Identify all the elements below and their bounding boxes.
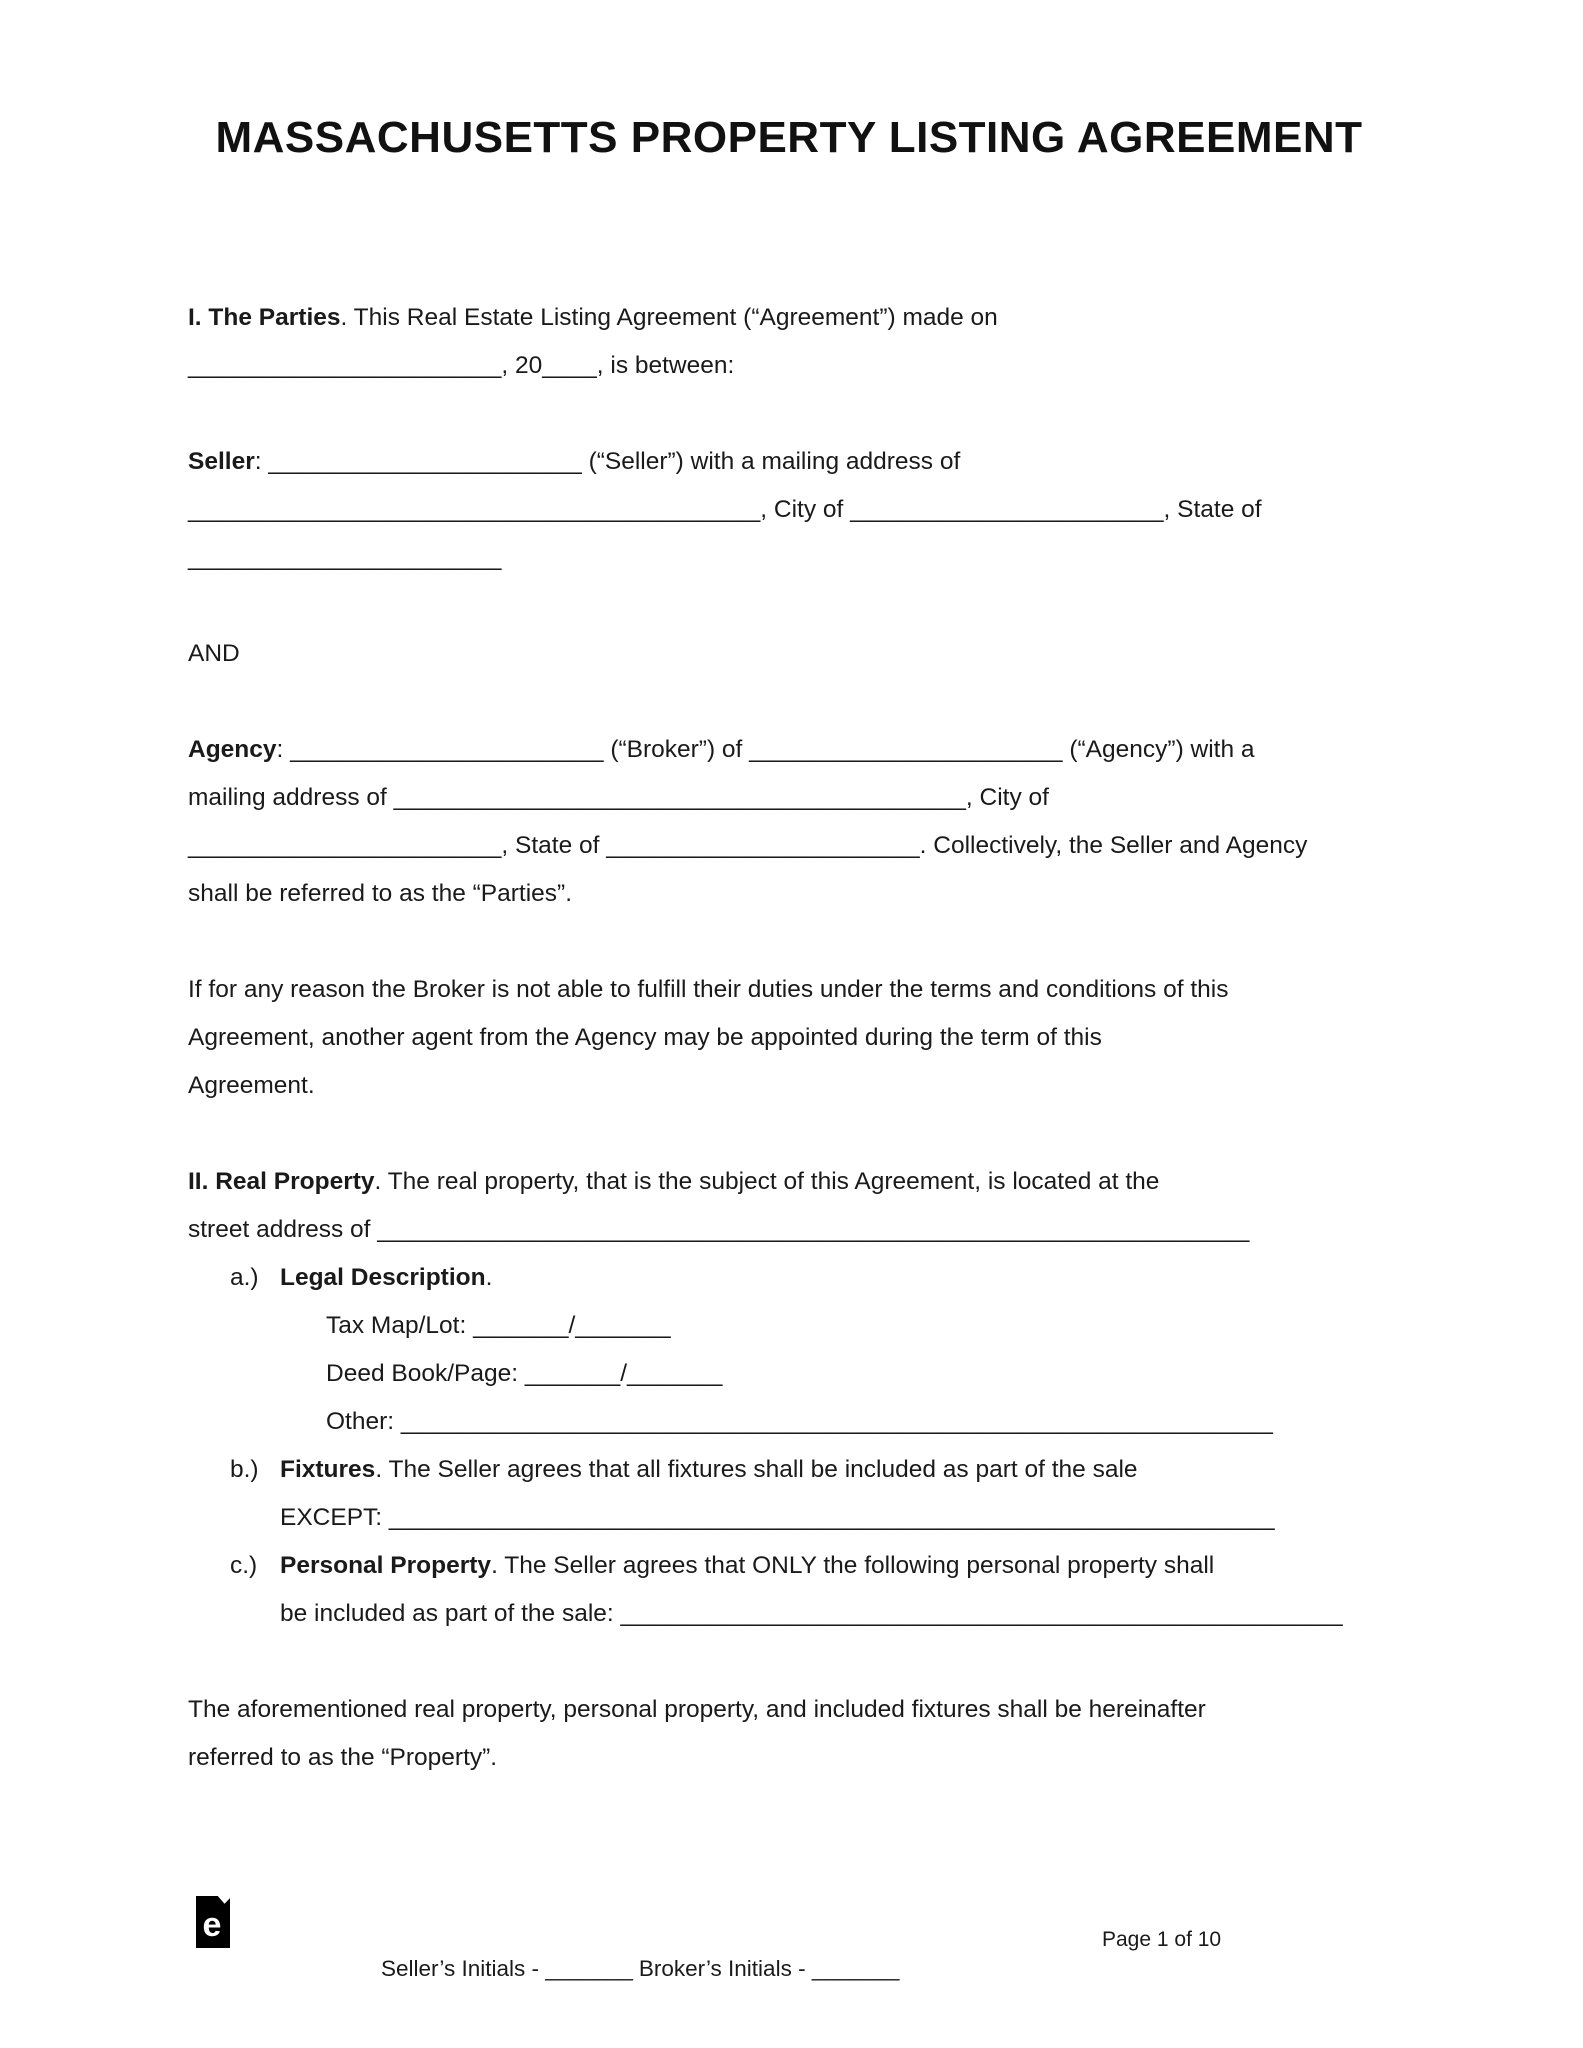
seller-section bbox=[188, 438, 1390, 582]
fixtures-number: b.) bbox=[230, 1456, 259, 1483]
real-property-text: . The real property, that is the subject of this Agreement, is located at the bbox=[374, 1168, 1160, 1195]
closing-line-2: referred to as the “Property”. bbox=[188, 1744, 498, 1771]
real-property-line-2: street address of ________________________________________________________________ bbox=[188, 1216, 1250, 1243]
agency-line-1 bbox=[188, 726, 1390, 774]
legal-description-item bbox=[188, 1254, 1390, 1302]
agency-line-3: _______________________, State of _______________________. Collectively, the Seller and Agency bbox=[188, 832, 1308, 859]
broker-clause-line-1: If for any reason the Broker is not able to fulfill their duties under the terms and conditions of this bbox=[188, 976, 1229, 1003]
parties-text: . This Real Estate Listing Agreement (“Agreement”) made on bbox=[340, 304, 998, 331]
broker-clause-line-3: Agreement. bbox=[188, 1072, 315, 1099]
agency-text: : _______________________ (“Broker”) of _______________________ (“Agency”) with a bbox=[276, 736, 1255, 763]
seller-line-1 bbox=[188, 438, 1390, 486]
parties-line-1 bbox=[188, 294, 1390, 342]
agency-line-4: shall be referred to as the “Parties”. bbox=[188, 880, 573, 907]
seller-line-2: __________________________________________, City of _______________________, State of bbox=[188, 496, 1262, 523]
other-line: Other: ________________________________________________________________ bbox=[326, 1408, 1273, 1435]
seller-line-3: _______________________ bbox=[188, 544, 502, 571]
personal-property-text: . The Seller agrees that ONLY the following personal property shall bbox=[491, 1552, 1215, 1579]
fixtures-item bbox=[188, 1446, 1390, 1494]
real-property-heading: II. Real Property bbox=[188, 1168, 375, 1195]
seller-heading: Seller bbox=[188, 448, 255, 475]
parties-heading: I. The Parties bbox=[188, 304, 341, 331]
personal-property-item bbox=[188, 1542, 1390, 1590]
personal-property-heading: Personal Property bbox=[280, 1552, 492, 1579]
closing-line-1: The aforementioned real property, personal property, and included fixtures shall be hereinafter bbox=[188, 1696, 1206, 1723]
real-property-line-1 bbox=[188, 1158, 1390, 1206]
fixtures-except-line: EXCEPT: _________________________________________________________________ bbox=[280, 1504, 1275, 1531]
real-property-section bbox=[188, 1158, 1390, 1638]
legal-description-number: a.) bbox=[230, 1264, 259, 1291]
personal-property-line-2: be included as part of the sale: _____________________________________________________ bbox=[280, 1600, 1343, 1627]
legal-description-heading: Legal Description bbox=[280, 1264, 486, 1291]
fixtures-heading: Fixtures bbox=[280, 1456, 376, 1483]
footer-initials-line bbox=[356, 1924, 899, 2014]
agency-line-2: mailing address of __________________________________________, City of bbox=[188, 784, 1049, 811]
and-label: AND bbox=[188, 640, 240, 667]
parties-line-2: _______________________, 20____, is between: bbox=[188, 352, 735, 379]
broker-initials-field: Broker’s Initials - _______ bbox=[638, 1956, 900, 1981]
tax-map-lot-line: Tax Map/Lot: _______/_______ bbox=[326, 1312, 671, 1339]
document-title: MASSACHUSETTS PROPERTY LISTING AGREEMENT bbox=[215, 113, 1363, 162]
seller-initials-field: Seller’s Initials - _______ bbox=[381, 1956, 633, 1981]
page-number: Page 1 of 10 bbox=[1102, 1928, 1222, 1951]
agency-section bbox=[188, 726, 1390, 918]
personal-property-number: c.) bbox=[230, 1552, 258, 1579]
deed-book-page-line: Deed Book/Page: _______/_______ bbox=[326, 1360, 723, 1387]
logo-letter: e bbox=[202, 1906, 222, 1944]
broker-substitution-clause bbox=[188, 966, 1390, 1110]
and-separator bbox=[188, 630, 1390, 678]
parties-section bbox=[188, 294, 1390, 390]
fixtures-text: . The Seller agrees that all fixtures shall be included as part of the sale bbox=[375, 1456, 1138, 1483]
eforms-logo-icon bbox=[196, 1896, 230, 1948]
broker-clause-line-2: Agreement, another agent from the Agency may be appointed during the term of this bbox=[188, 1024, 1102, 1051]
agency-heading: Agency bbox=[188, 736, 277, 763]
document-content bbox=[188, 0, 1390, 1782]
closing-paragraph bbox=[188, 1686, 1390, 1782]
seller-text: : _______________________ (“Seller”) with a mailing address of bbox=[254, 448, 961, 475]
legal-description-period: . bbox=[485, 1264, 493, 1291]
